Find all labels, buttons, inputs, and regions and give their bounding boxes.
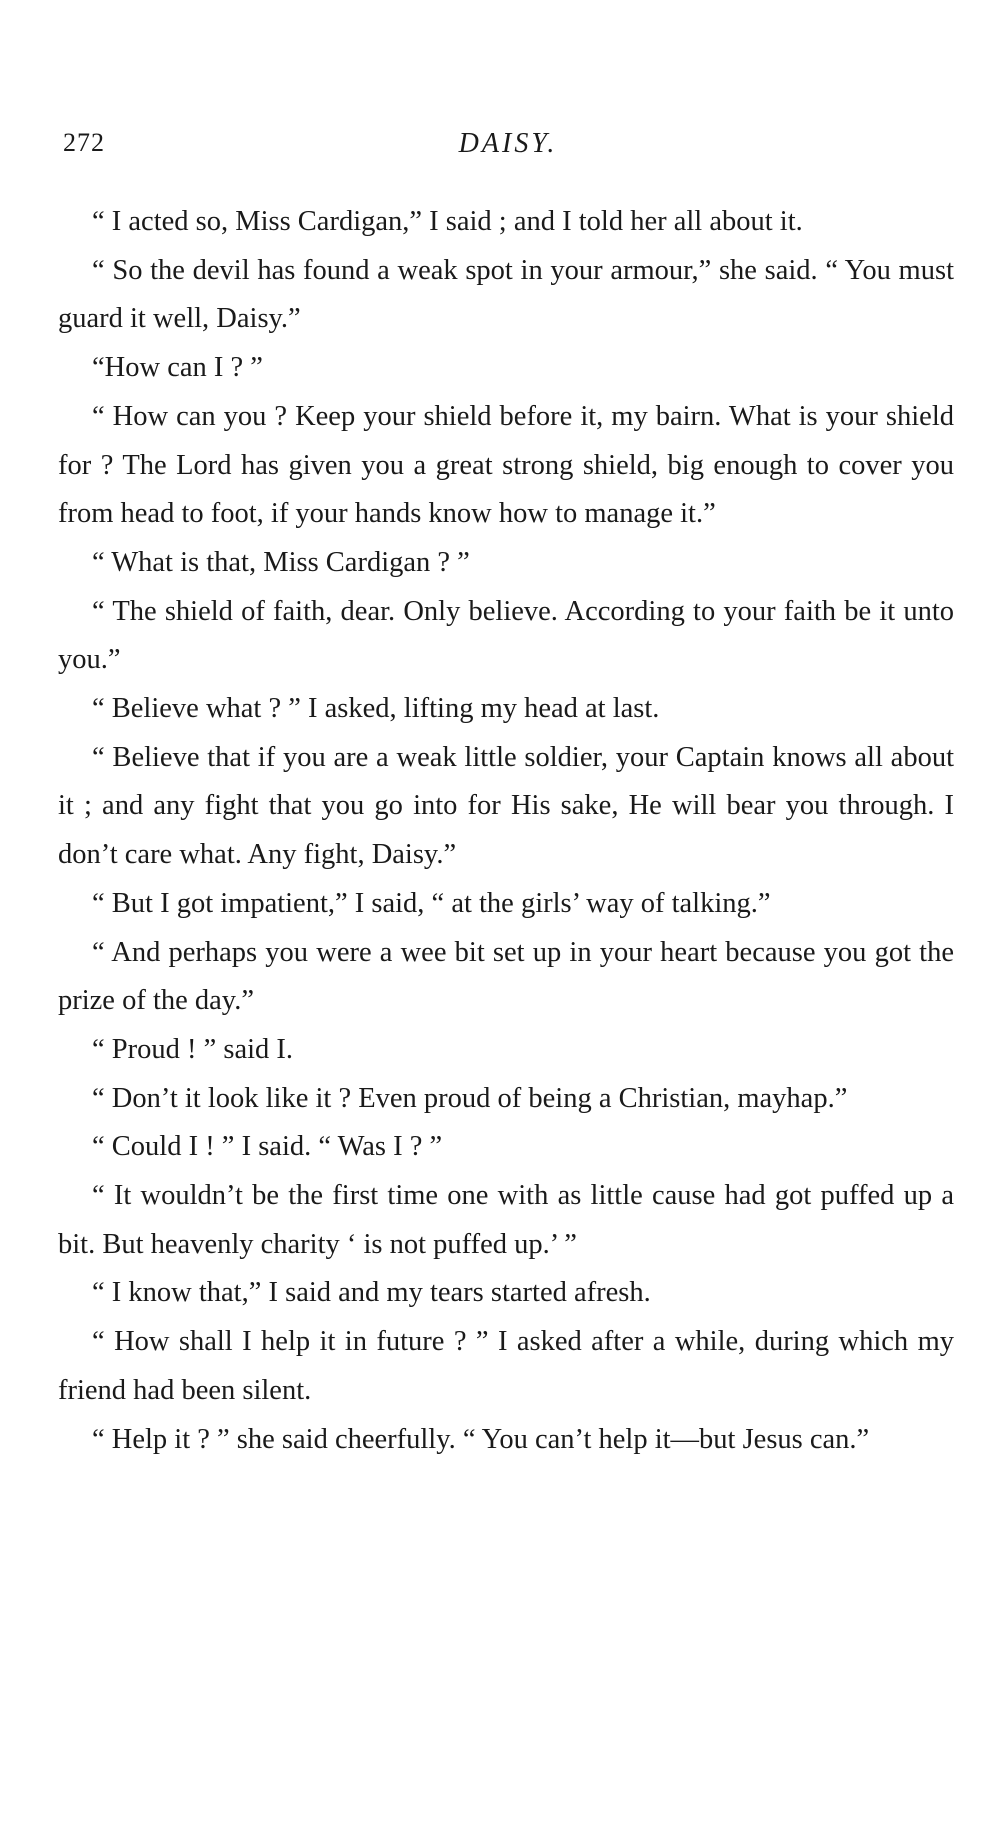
paragraph: “ So the devil has found a weak spot in your armour,” she said. “ You must guard it well, Daisy.”	[58, 254, 954, 335]
paragraph: “ Could I ! ” I said. “ Was I ? ”	[92, 1131, 443, 1163]
paragraph: “ Believe that if you are a weak little soldier, your Captain knows all about it ; and any fight that you go into for His sake, He will bear you through. I don’t care what. Any fight, Daisy.”	[58, 741, 954, 871]
paragraph: “How can I ? ”	[92, 352, 263, 384]
paragraph: “ The shield of faith, dear. Only believe. According to your faith be it unto you.”	[58, 595, 954, 676]
paragraph: “ What is that, Miss Cardigan ? ”	[92, 546, 470, 578]
page-number: 272	[63, 128, 105, 157]
paragraph: “ How shall I help it in future ? ” I asked after a while, during which my friend had been silent.	[58, 1326, 954, 1406]
body-text	[58, 198, 954, 1464]
page-header	[63, 128, 953, 168]
paragraph: “ I know that,” I said and my tears started afresh.	[92, 1277, 651, 1309]
paragraph: “ But I got impatient,” I said, “ at the girls’ way of talking.”	[92, 887, 771, 919]
running-title: DAISY.	[458, 128, 558, 159]
paragraph: “ Don’t it look like it ? Even proud of being a Christian, mayhap.”	[92, 1082, 848, 1114]
paragraph: “ How can you ? Keep your shield before it, my bairn. What is your shield for ? The Lord has given you a great strong shield, big enough to cover you from head to foot, if your hands know how to manage it.”	[58, 400, 954, 530]
paragraph: “ I acted so, Miss Cardigan,” I said ; and I told her all about it.	[92, 206, 803, 237]
paragraph: “ It wouldn’t be the first time one with as little cause had got puffed up a bit. But heavenly charity ‘ is not puffed up.’ ”	[58, 1180, 954, 1260]
paragraph: “ Proud ! ” said I.	[92, 1033, 294, 1065]
paragraph: “ And perhaps you were a wee bit set up in your heart because you got the prize of the day.”	[58, 936, 954, 1017]
paragraph: “ Believe what ? ” I asked, lifting my head at last.	[92, 693, 660, 725]
paragraph: “ Help it ? ” she said cheerfully. “ You can’t help it—but Jesus can.”	[92, 1423, 870, 1455]
